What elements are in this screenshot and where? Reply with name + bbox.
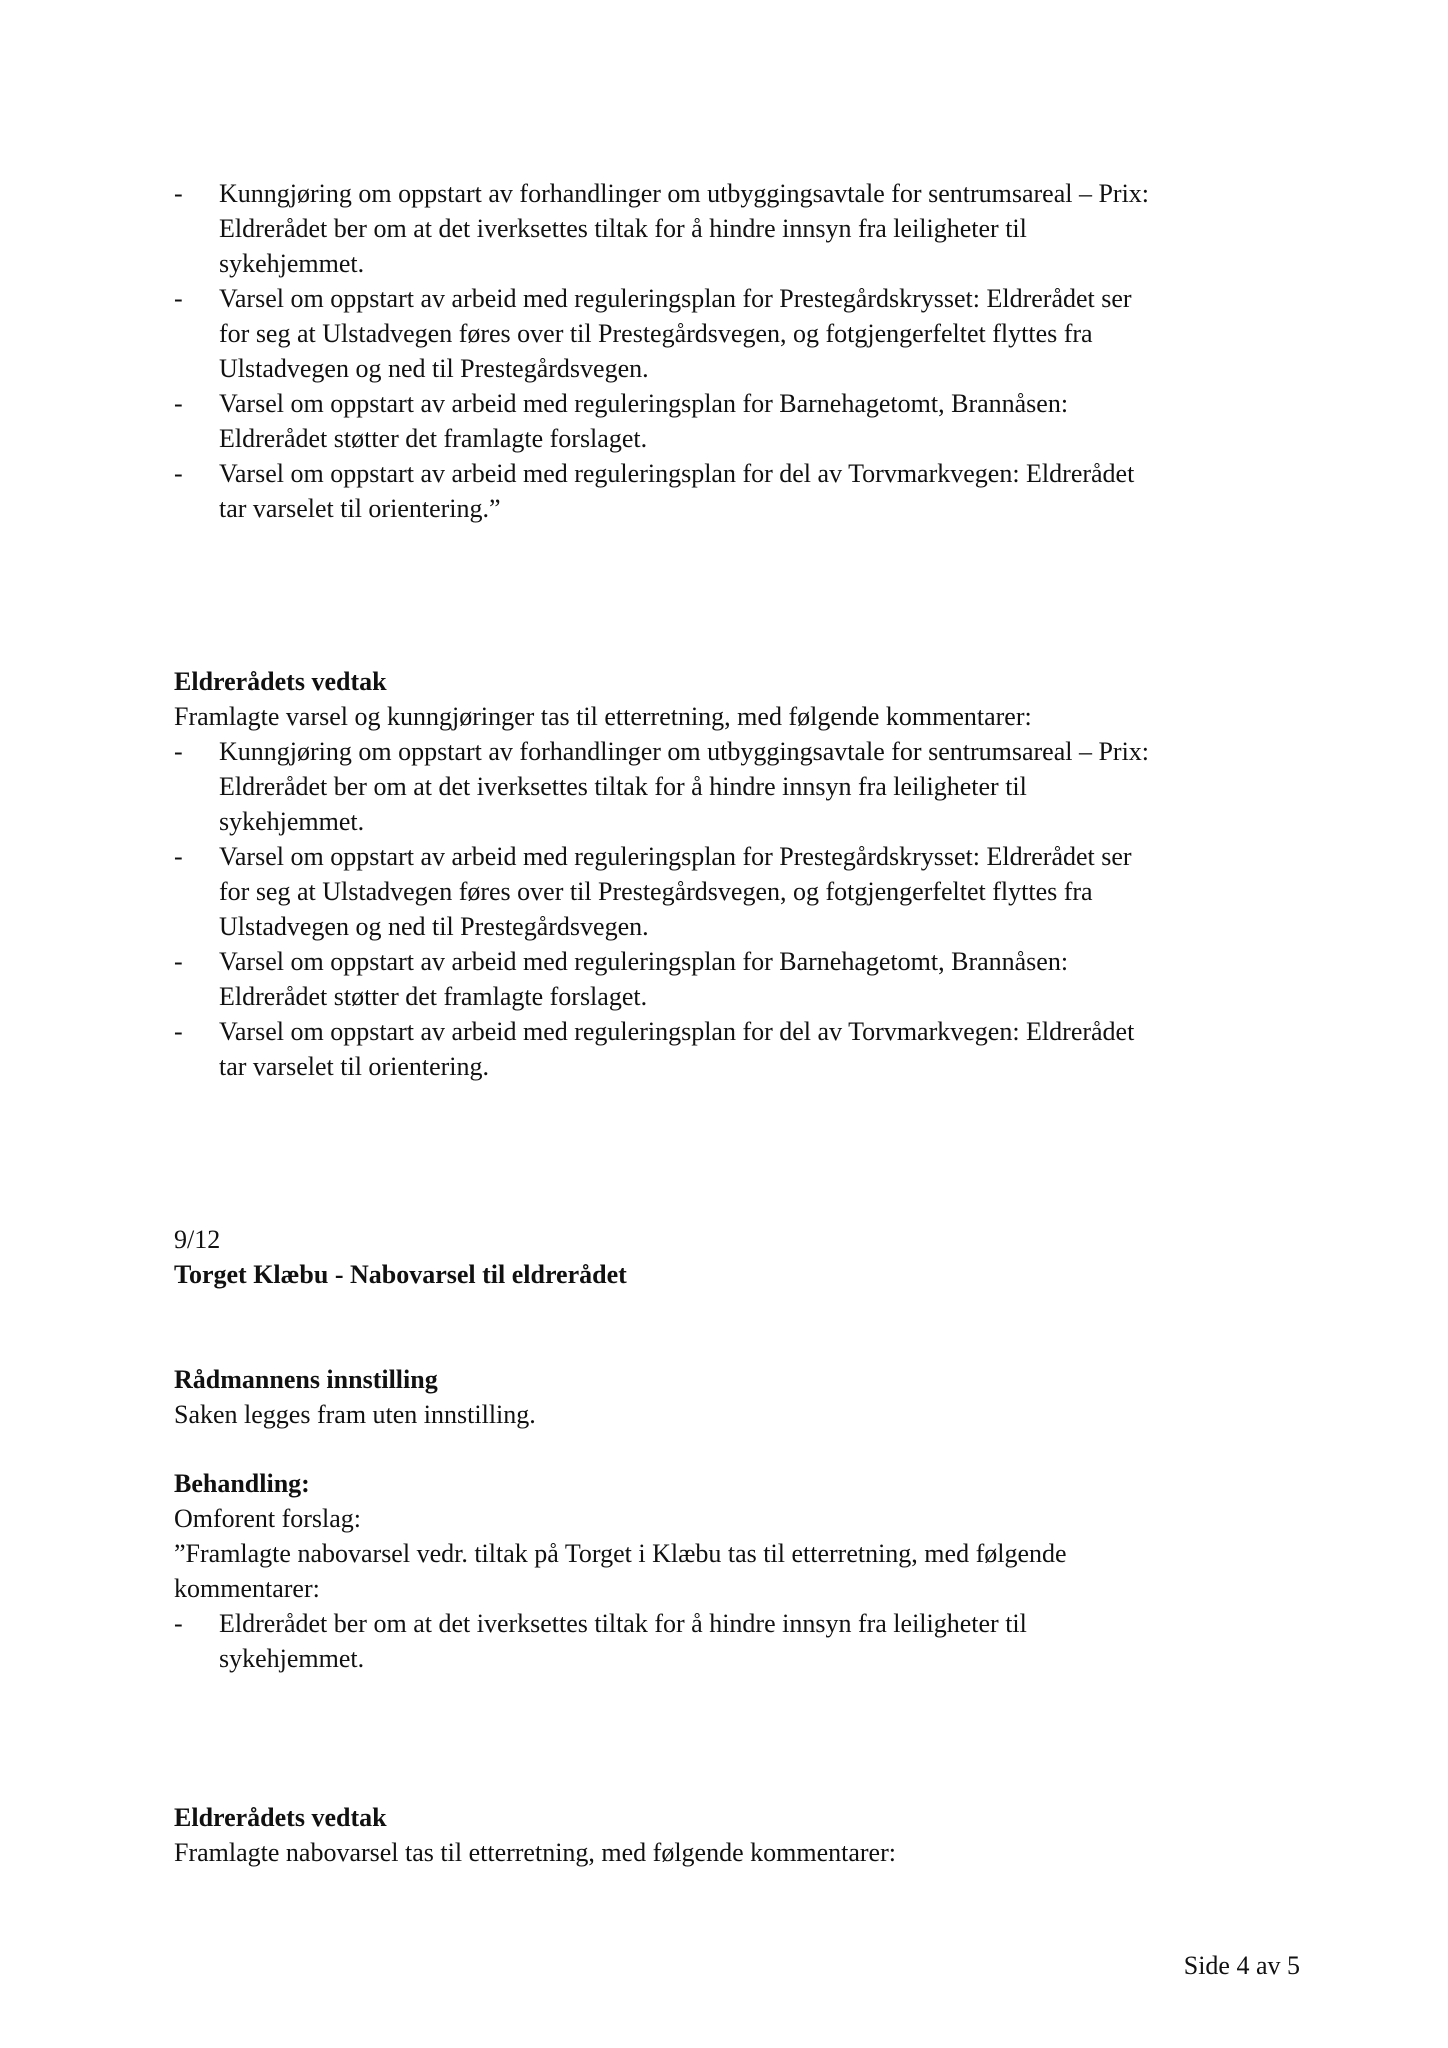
list-item — [174, 456, 1304, 526]
bullet-dash: - — [174, 842, 183, 871]
bullet-dash: - — [174, 737, 183, 766]
section-text: kommentarer: — [174, 1574, 320, 1603]
section-text: Omforent forslag: — [174, 1504, 362, 1533]
case-number: 9/12 — [174, 1225, 221, 1254]
list-item — [174, 1014, 1304, 1084]
bullet-line: Ulstadvegen og ned til Prestegårdsvegen. — [219, 912, 649, 941]
case-header — [174, 1222, 1304, 1292]
bullet-dash: - — [174, 389, 183, 418]
bullet-dash: - — [174, 284, 183, 313]
bullet-line: Varsel om oppstart av arbeid med reguleringsplan for Barnehagetomt, Brannåsen: — [219, 947, 1069, 976]
bullet-line: sykehjemmet. — [219, 807, 365, 836]
section-heading: Behandling: — [174, 1469, 310, 1498]
bullet-line: for seg at Ulstadvegen føres over til Prestegårdsvegen, og fotgjengerfeltet flyttes fra — [219, 877, 1093, 906]
bullet-dash: - — [174, 947, 183, 976]
list-item — [174, 839, 1304, 944]
behandling-section — [174, 1466, 1304, 1676]
section-intro: Framlagte varsel og kunngjøringer tas til etterretning, med følgende kommentarer: — [174, 702, 1032, 731]
list-item — [174, 176, 1304, 281]
bullet-line: Varsel om oppstart av arbeid med reguleringsplan for del av Torvmarkvegen: Eldrerådet — [219, 459, 1135, 488]
bullet-line: sykehjemmet. — [219, 1644, 365, 1673]
list-item — [174, 386, 1304, 456]
bullet-line: Eldrerådet støtter det framlagte forslaget. — [219, 982, 648, 1011]
section1-bullet-list — [174, 176, 1304, 526]
bullet-line: Ulstadvegen og ned til Prestegårdsvegen. — [219, 354, 649, 383]
list-item — [174, 281, 1304, 386]
section-heading: Eldrerådets vedtak — [174, 1803, 387, 1832]
section-heading: Rådmannens innstilling — [174, 1365, 438, 1394]
list-item — [174, 734, 1304, 839]
bullet-line: Eldrerådet ber om at det iverksettes tiltak for å hindre innsyn fra leiligheter til — [219, 214, 1027, 243]
bullet-dash: - — [174, 1017, 183, 1046]
bullet-dash: - — [174, 1609, 183, 1638]
section-text: ”Framlagte nabovarsel vedr. tiltak på Torget i Klæbu tas til etterretning, med følgende — [174, 1539, 1067, 1568]
bullet-line: Eldrerådet ber om at det iverksettes tiltak for å hindre innsyn fra leiligheter til — [219, 1609, 1027, 1638]
bullet-line: Eldrerådet støtter det framlagte forslaget. — [219, 424, 648, 453]
section-heading: Eldrerådets vedtak — [174, 667, 387, 696]
bullet-line: Varsel om oppstart av arbeid med reguleringsplan for Barnehagetomt, Brannåsen: — [219, 389, 1069, 418]
bullet-line: Kunngjøring om oppstart av forhandlinger om utbyggingsavtale for sentrumsareal – Prix: — [219, 737, 1150, 766]
bullet-line: Eldrerådet ber om at det iverksettes tiltak for å hindre innsyn fra leiligheter til — [219, 772, 1027, 801]
section-text: Saken legges fram uten innstilling. — [174, 1400, 536, 1429]
list-item — [174, 1606, 1304, 1676]
bullet-line: tar varselet til orientering. — [219, 1052, 490, 1081]
bullet-line: tar varselet til orientering.” — [219, 494, 501, 523]
case-title: Torget Klæbu - Nabovarsel til eldrerådet — [174, 1260, 627, 1289]
bullet-line: Varsel om oppstart av arbeid med reguleringsplan for del av Torvmarkvegen: Eldrerådet — [219, 1017, 1135, 1046]
page-number: Side 4 av 5 — [1183, 1951, 1300, 1980]
bullet-line: for seg at Ulstadvegen føres over til Prestegårdsvegen, og fotgjengerfeltet flyttes fra — [219, 319, 1093, 348]
innstilling-section — [174, 1362, 1304, 1432]
bullet-dash: - — [174, 179, 183, 208]
bullet-line: Varsel om oppstart av arbeid med reguleringsplan for Prestegårdskrysset: Eldrerådet ser — [219, 284, 1132, 313]
vedtak1-section — [174, 664, 1304, 1084]
section-intro: Framlagte nabovarsel tas til etterretning, med følgende kommentarer: — [174, 1838, 896, 1867]
bullet-dash: - — [174, 459, 183, 488]
list-item — [174, 944, 1304, 1014]
bullet-line: sykehjemmet. — [219, 249, 365, 278]
vedtak2-section — [174, 1800, 1304, 1870]
bullet-line: Kunngjøring om oppstart av forhandlinger om utbyggingsavtale for sentrumsareal – Prix: — [219, 179, 1150, 208]
bullet-line: Varsel om oppstart av arbeid med reguleringsplan for Prestegårdskrysset: Eldrerådet ser — [219, 842, 1132, 871]
